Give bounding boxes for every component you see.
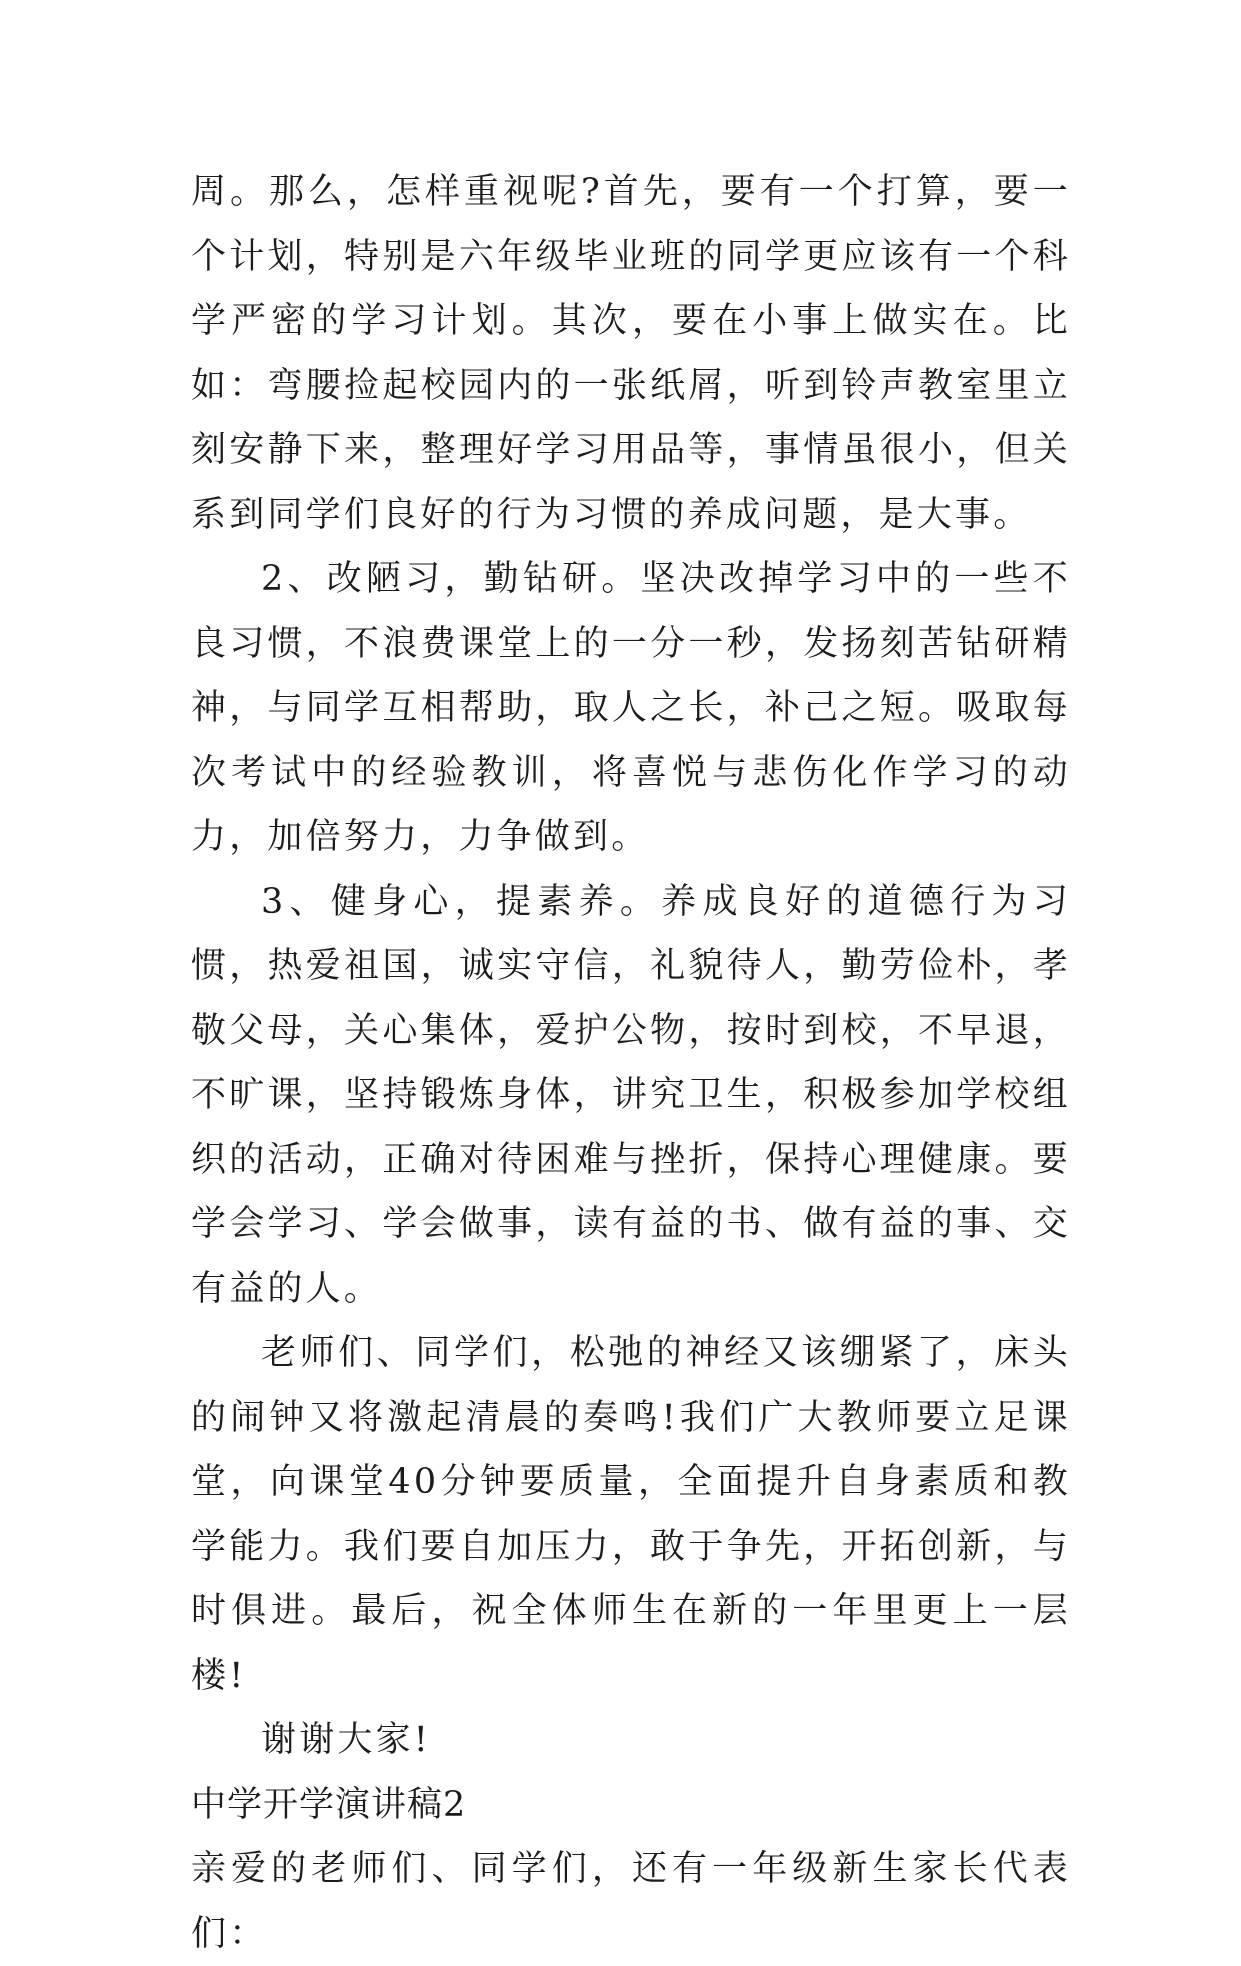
document-body bbox=[191, 160, 1071, 1966]
paragraph-continuation: 周。那么，怎样重视呢?首先，要有一个打算，要一个计划，特别是六年级毕业班的同学更应该有一个科学严密的学习计划。其次，要在小事上做实在。比如：弯腰捡起校园内的一张纸屑，听到铃声教室里立刻安静下来，整理好学习用品等，事情虽很小，但关系到同学们良好的行为习惯的养成问题，是大事。 bbox=[191, 172, 1071, 535]
paragraph-salutation: 亲爱的老师们、同学们，还有一年级新生家长代表们： bbox=[191, 1849, 1071, 1954]
paragraph-point-3: 3、健身心，提素养。养成良好的道德行为习惯，热爱祖国，诚实守信，礼貌待人，勤劳俭朴，孝敬父母，关心集体，爱护公物，按时到校，不早退，不旷课，坚持锻炼身体，讲究卫生，积极参加学校组织的活动，正确对待困难与挫折，保持心理健康。要学会学习、学会做事，读有益的书、做有益的事、交有益的人。 bbox=[191, 881, 1071, 1309]
paragraph-closing: 老师们、同学们，松弛的神经又该绷紧了，床头的闹钟又将激起清晨的奏鸣!我们广大教师要立足课堂，向课堂40分钟要质量，全面提升自身素质和教学能力。我们要自加压力，敢于争先，开拓创新，与时俱进。最后，祝全体师生在新的一年里更上一层楼! bbox=[191, 1333, 1071, 1696]
paragraph-thanks: 谢谢大家! bbox=[261, 1720, 432, 1760]
section-heading: 中学开学演讲稿2 bbox=[191, 1784, 467, 1825]
paragraph-point-2: 2、改陋习，勤钻研。坚决改掉学习中的一些不良习惯，不浪费课堂上的一分一秒，发扬刻苦钻研精神，与同学互相帮助，取人之长，补己之短。吸取每次考试中的经验教训，将喜悦与悲伤化作学习的动力，加倍努力，力争做到。 bbox=[191, 559, 1071, 857]
